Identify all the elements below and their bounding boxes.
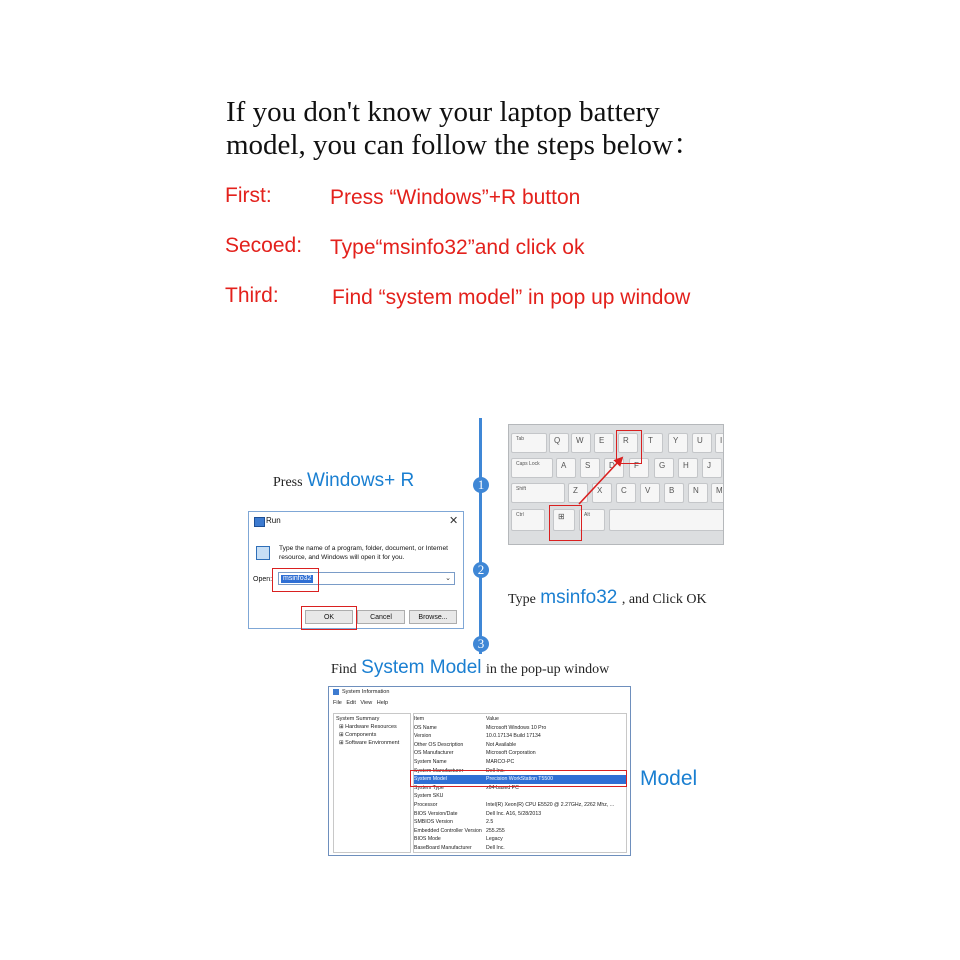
sysinfo-titlebar bbox=[329, 687, 630, 697]
header-item: Item bbox=[414, 716, 425, 722]
highlight-box-system-model bbox=[410, 770, 627, 787]
key-s: S bbox=[580, 458, 600, 478]
caption-find bbox=[331, 657, 609, 679]
row-value: 2.5 bbox=[486, 819, 494, 826]
chevron-down-icon[interactable]: ⌄ bbox=[445, 575, 451, 582]
table-row[interactable] bbox=[414, 810, 626, 819]
close-icon[interactable]: ✕ bbox=[449, 515, 459, 527]
key-shift: Shift bbox=[511, 483, 565, 503]
table-row[interactable] bbox=[414, 758, 626, 767]
key-caps-lock: Caps Lock bbox=[511, 458, 553, 478]
highlight-box-windows-key bbox=[549, 505, 582, 541]
row-item: SMBIOS Version bbox=[414, 819, 453, 826]
key-g: G bbox=[654, 458, 674, 478]
key-ctrl: Ctrl bbox=[511, 509, 545, 531]
highlight-box-input bbox=[272, 568, 319, 592]
sysinfo-menu-bar[interactable]: File Edit View Help bbox=[333, 700, 389, 706]
run-dialog-title: Run bbox=[266, 516, 281, 525]
arrow-icon bbox=[570, 450, 630, 510]
table-row[interactable] bbox=[414, 732, 626, 741]
key-d: D bbox=[604, 458, 624, 478]
key-z: Z bbox=[568, 483, 588, 503]
caption-find-highlight: System Model bbox=[361, 657, 482, 678]
key-alt: Alt bbox=[579, 509, 605, 531]
key-tab: Tab bbox=[511, 433, 547, 453]
row-value: Dell Inc. A16, 5/28/2013 bbox=[486, 810, 542, 817]
key-e: E bbox=[594, 433, 614, 453]
table-row[interactable] bbox=[414, 835, 626, 844]
header-value: Value bbox=[486, 716, 499, 722]
row-item: Processor bbox=[414, 802, 438, 808]
row-value: Intel(R) Xeon(R) CPU E5520 @ 2.27GHz, 2262 Mhz, ... bbox=[486, 802, 615, 808]
row-item: System Model bbox=[414, 776, 447, 783]
browse-button[interactable]: Browse... bbox=[409, 610, 457, 624]
key-c: C bbox=[616, 483, 636, 503]
row-item: Embedded Controller Version bbox=[414, 827, 482, 834]
table-row[interactable] bbox=[414, 792, 626, 801]
timeline-line bbox=[479, 418, 482, 654]
heading-line-1: If you don't know your laptop battery bbox=[226, 96, 660, 128]
key-t: T bbox=[643, 433, 663, 453]
model-label: Model bbox=[640, 767, 698, 790]
row-value: Microsoft Corporation bbox=[486, 750, 536, 757]
open-label: Open: bbox=[253, 576, 273, 583]
highlight-box-ok bbox=[301, 606, 357, 630]
table-row[interactable] bbox=[414, 818, 626, 827]
timeline-dot-2: 2 bbox=[473, 562, 489, 578]
key-m: M bbox=[711, 483, 724, 503]
heading-line-2: model, you can follow the steps below： bbox=[226, 129, 702, 161]
open-input-value: msinfo32 bbox=[283, 575, 312, 582]
caption-press bbox=[273, 470, 414, 492]
windows-icon: ⊞ bbox=[558, 512, 565, 521]
row-value: MARCO-PC bbox=[486, 759, 515, 765]
row-item: BaseBoard Manufacturer bbox=[414, 845, 472, 851]
row-item: OS Name bbox=[414, 724, 437, 731]
row-item: BIOS Version/Date bbox=[414, 810, 458, 817]
key-a: A bbox=[556, 458, 576, 478]
row-item: System Type bbox=[414, 784, 444, 791]
caption-press-highlight: Windows+ R bbox=[307, 470, 415, 491]
row-value: Dell Inc. bbox=[486, 767, 505, 774]
key-u: U bbox=[692, 433, 712, 453]
step-2-label: Secoed: bbox=[225, 234, 303, 257]
tree-item-software-environment[interactable]: ⊞ Software Environment bbox=[339, 740, 400, 746]
run-app-icon bbox=[254, 517, 265, 527]
step-1-label: First: bbox=[225, 184, 272, 207]
key-j: J bbox=[702, 458, 722, 478]
step-3-text: Find “system model” in pop up window bbox=[332, 286, 691, 309]
table-row[interactable] bbox=[414, 827, 626, 836]
key-h: H bbox=[678, 458, 698, 478]
tree-item-hardware-resources[interactable]: ⊞ Hardware Resources bbox=[339, 724, 397, 730]
caption-type-suffix: , and Click OK bbox=[621, 592, 707, 607]
page-heading bbox=[226, 96, 786, 162]
key-q: Q bbox=[549, 433, 569, 453]
key-v: V bbox=[640, 483, 660, 503]
table-row[interactable] bbox=[414, 749, 626, 758]
key-r: R bbox=[618, 433, 638, 453]
row-value: 255.255 bbox=[486, 827, 505, 834]
tree-item-components[interactable]: ⊞ Components bbox=[339, 732, 377, 738]
key-space bbox=[609, 509, 724, 531]
run-program-icon bbox=[256, 546, 270, 560]
row-value: x64-based PC bbox=[486, 784, 519, 791]
tree-item-system-summary[interactable]: System Summary bbox=[336, 716, 380, 722]
row-item: Other OS Description bbox=[414, 741, 464, 748]
row-value: Precision WorkStation T5500 bbox=[486, 776, 553, 783]
row-value: Not Available bbox=[486, 741, 517, 748]
table-row[interactable] bbox=[414, 724, 626, 733]
table-row[interactable] bbox=[414, 801, 626, 810]
row-value: Dell Inc. bbox=[486, 845, 505, 851]
key-b: B bbox=[664, 483, 684, 503]
row-item: BIOS Mode bbox=[414, 836, 441, 843]
key-n: N bbox=[688, 483, 708, 503]
caption-type-highlight: msinfo32 bbox=[540, 587, 618, 608]
row-value: 10.0.17134 Build 17134 bbox=[486, 733, 541, 740]
caption-type-prefix: Type bbox=[508, 592, 536, 607]
row-item: System Name bbox=[414, 759, 447, 765]
key-y: Y bbox=[668, 433, 688, 453]
caption-find-prefix: Find bbox=[331, 662, 357, 677]
timeline-dot-1: 1 bbox=[473, 477, 489, 493]
ok-button[interactable]: OK bbox=[305, 610, 353, 624]
row-item: System Manufacturer bbox=[414, 767, 464, 774]
key-x: X bbox=[592, 483, 612, 503]
sysinfo-tree bbox=[333, 713, 411, 853]
row-item: OS Manufacturer bbox=[414, 750, 454, 757]
run-description: Type the name of a program, folder, document, or Internet resource, and Windows will open it for you. bbox=[279, 545, 448, 561]
row-value: Legacy bbox=[486, 836, 503, 843]
step-2-text: Type“msinfo32”and click ok bbox=[330, 236, 585, 259]
app-icon bbox=[333, 689, 339, 695]
caption-press-prefix: Press bbox=[273, 475, 303, 490]
caption-find-suffix: in the pop-up window bbox=[485, 662, 610, 677]
row-item: System SKU bbox=[414, 793, 444, 800]
key-f: F bbox=[629, 458, 649, 478]
row-item: Version bbox=[414, 733, 432, 740]
table-row[interactable] bbox=[414, 741, 626, 750]
table-row[interactable] bbox=[414, 844, 626, 853]
step-1-text: Press “Windows”+R button bbox=[330, 186, 581, 209]
table-header bbox=[414, 715, 626, 724]
step-3-label: Third: bbox=[225, 284, 279, 307]
caption-type bbox=[508, 587, 707, 609]
row-value: Microsoft Windows 10 Pro bbox=[486, 724, 547, 731]
timeline-dot-3: 3 bbox=[473, 636, 489, 652]
key-i: I bbox=[715, 433, 724, 453]
sysinfo-title: System Information bbox=[342, 689, 390, 695]
key-w: W bbox=[571, 433, 591, 453]
cancel-button[interactable]: Cancel bbox=[357, 610, 405, 624]
